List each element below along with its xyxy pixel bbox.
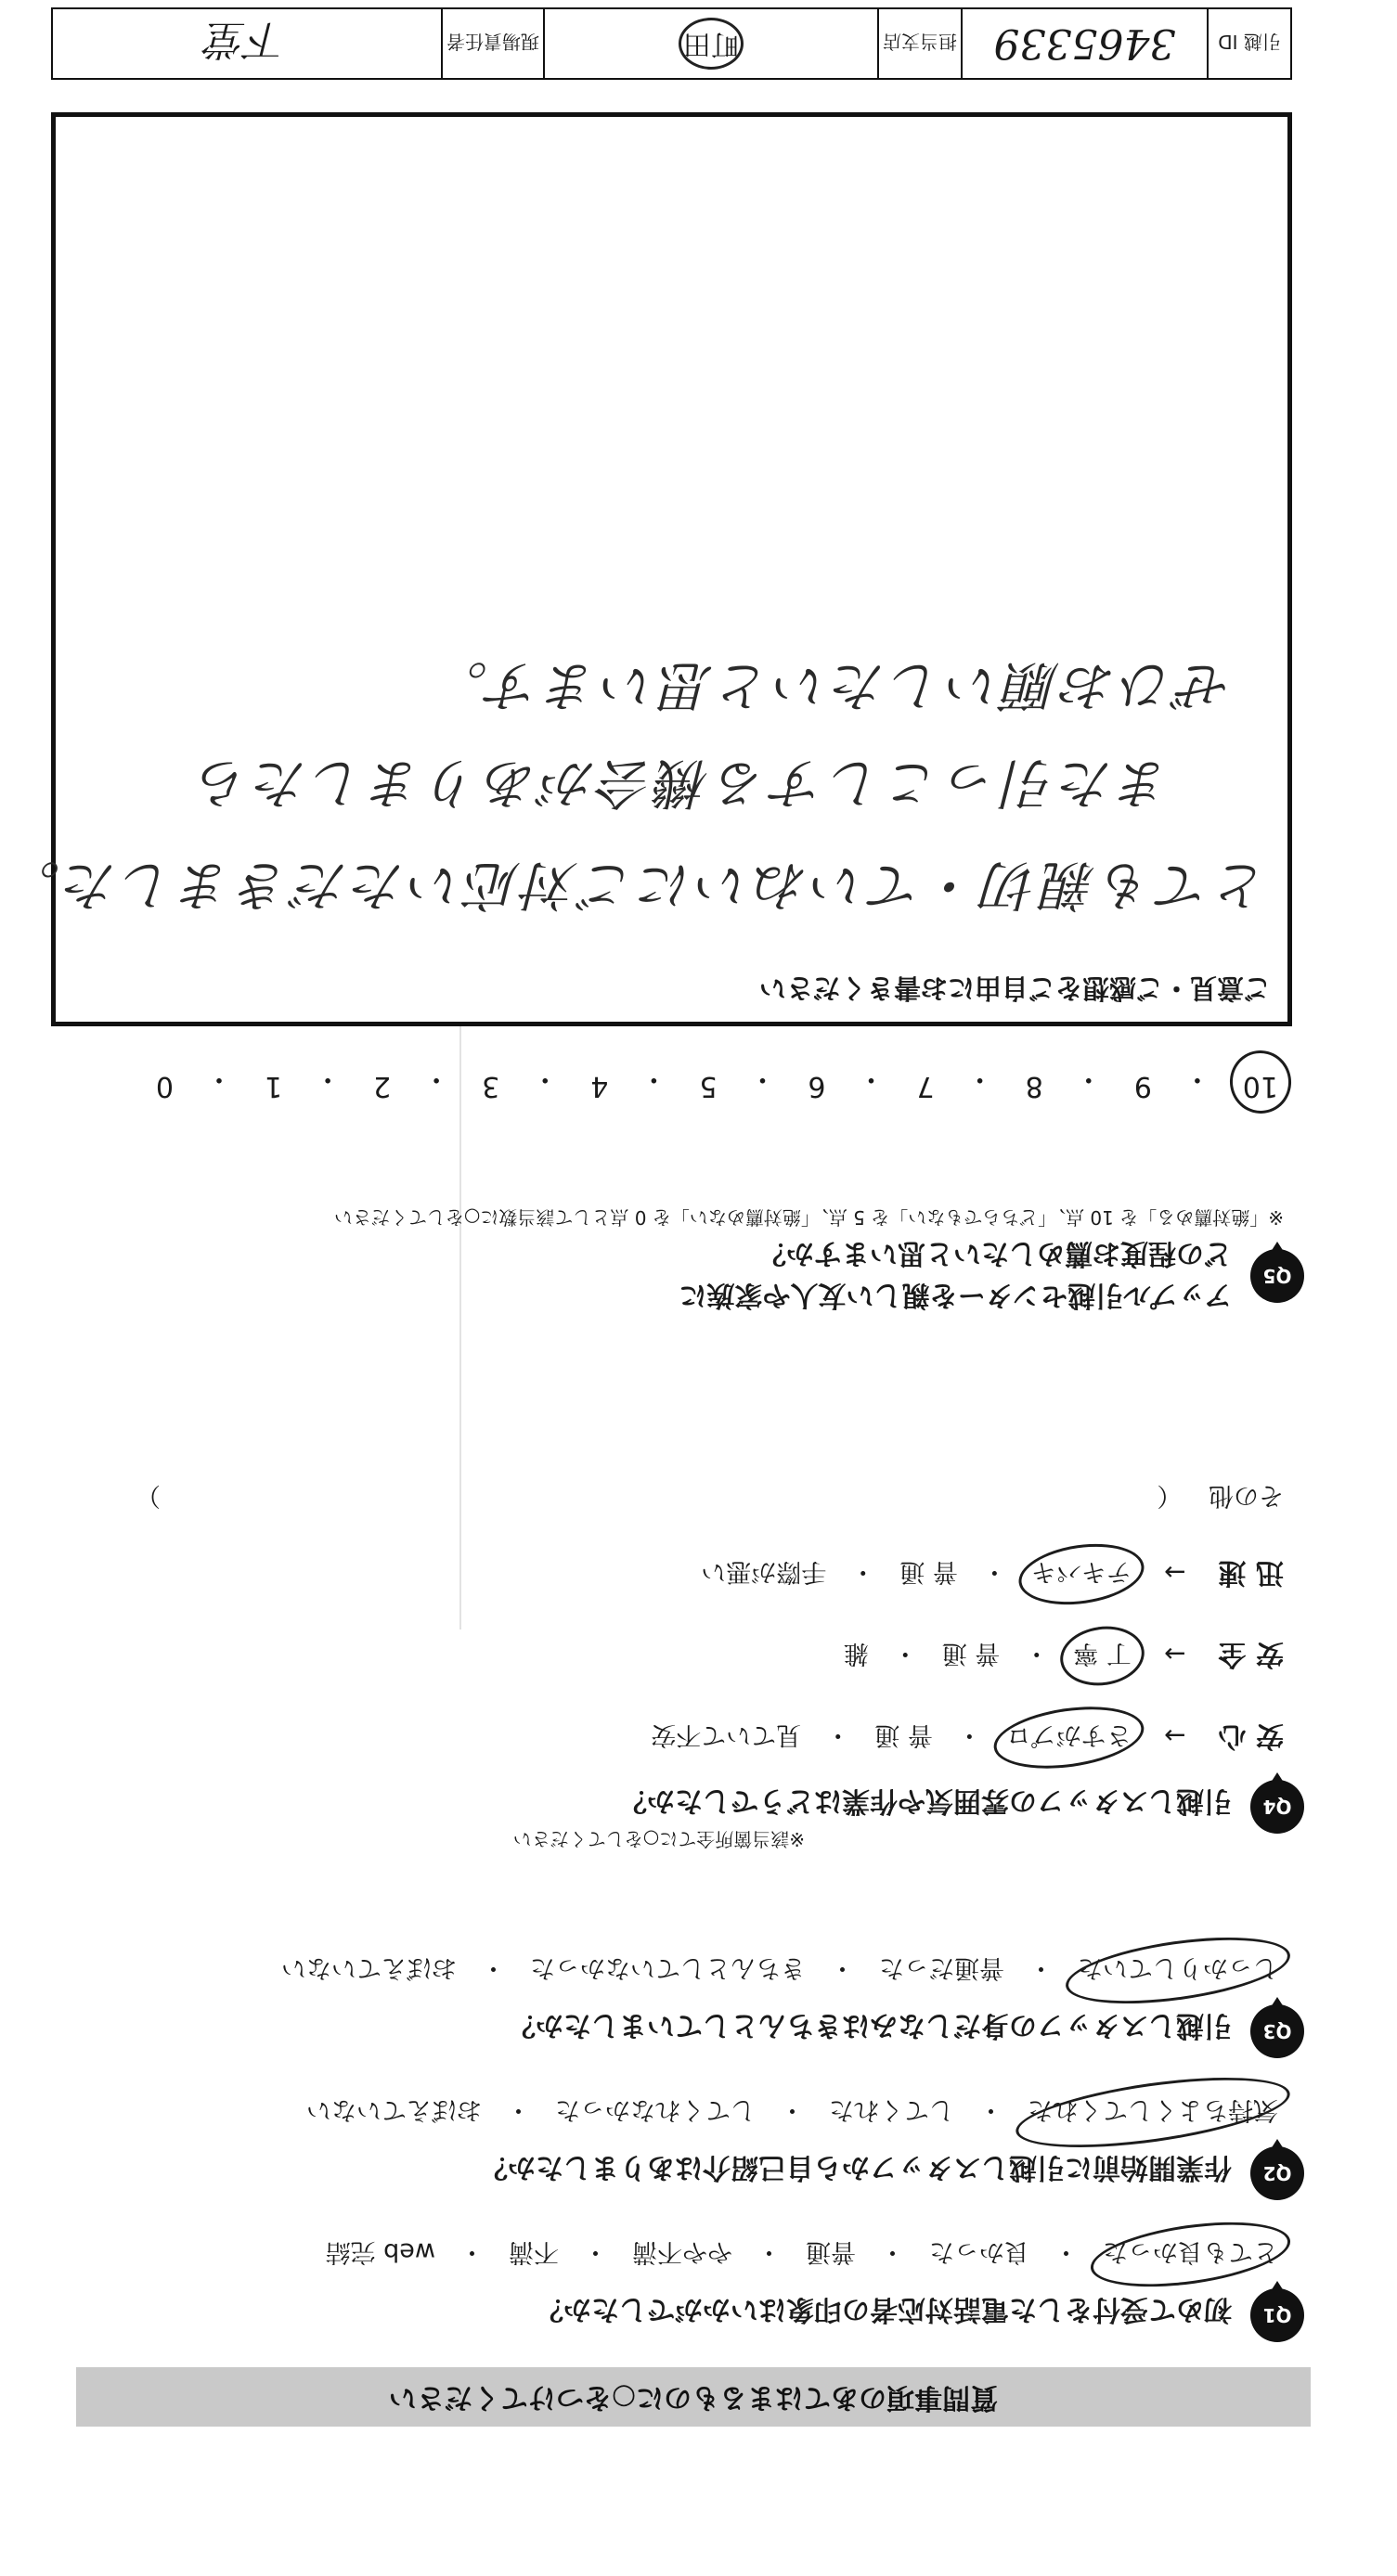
q5-score-6[interactable]: 6 — [808, 1070, 826, 1102]
q4-option-normal[interactable]: 普 通 — [874, 1720, 933, 1749]
q5-note: ※「絶対薦める」を 10 点、「どちらでもない」を 5 点、「絶対薦めない」を 0 点として該当数に○をしてください — [333, 1206, 1284, 1229]
q5-score-0[interactable]: 0 — [155, 1070, 174, 1102]
q4-row-label: 迅 速 — [1218, 1556, 1284, 1589]
handwritten-line-1: とても親切・ていねいにご対応いただきました。 — [2, 854, 1269, 917]
q1-option-very-good[interactable]: とても良かった — [1103, 2236, 1278, 2273]
q3-options: しっかりしていた ・ 普通だった ・ きちんとしていなかった ・ おぼえていない — [281, 1952, 1278, 1989]
comment-title: ご意見・ご感想をご自由にお書きください — [758, 972, 1271, 1004]
instruction-band — [76, 2367, 1311, 2427]
branch-label: 担当支店 — [877, 9, 961, 78]
q1-option-somewhat-dissatisfied[interactable]: やや不満 — [632, 2237, 732, 2266]
q5-score-4[interactable]: 4 — [590, 1070, 609, 1102]
q4-other-label: その他 — [1209, 1481, 1284, 1510]
q4-other-open: （ — [1157, 1481, 1183, 1510]
q5-score-10[interactable]: 10 — [1243, 1062, 1278, 1102]
q4-row-jinsoku: 迅 速 → テキパキ ・ 普 通 ・ 手際が悪い — [701, 1555, 1284, 1596]
q4-row-label: 安 心 — [1218, 1719, 1284, 1752]
q4-option-pro[interactable]: さすがプロ — [1006, 1719, 1132, 1756]
site-leader-value: 下堂 — [206, 16, 288, 63]
q4-option-normal[interactable]: 普 通 — [941, 1639, 1001, 1668]
q4-option-brisk[interactable]: テキパキ — [1031, 1556, 1132, 1592]
branch-seal: 町田 — [679, 18, 744, 70]
q1-option-web[interactable]: web 完結 — [325, 2237, 435, 2266]
q5-score-8[interactable]: 8 — [1025, 1070, 1043, 1102]
handwritten-line-3: ぜひお願いしたいと思います。 — [430, 654, 1232, 717]
q4-option-normal[interactable]: 普 通 — [899, 1557, 958, 1586]
q4-question: 引越しスタッフの雰囲気や作業はどうでしたか？ — [619, 1784, 1232, 1817]
q1-options: とても良かった ・ 良かった ・ 普通 ・ やや不満 ・ 不満 ・ web 完結 — [326, 2236, 1278, 2273]
q2-options: 気持ちよくしてくれた ・ してくれた ・ してくれなかった ・ おぼえていない — [306, 2094, 1278, 2131]
footer-table — [51, 7, 1292, 80]
q5-score-7[interactable]: 7 — [916, 1070, 935, 1102]
q4-other-row — [77, 1480, 1284, 1516]
q4-option-rough[interactable]: 雑 — [843, 1639, 869, 1668]
q1-option-dissatisfied[interactable]: 不満 — [509, 2237, 559, 2266]
arrow-right-icon: → — [1163, 1639, 1186, 1669]
q2-icon: Q2 — [1250, 2146, 1304, 2200]
q5-question-line2: どの程度お薦めしたいと思いますか？ — [758, 1237, 1232, 1269]
q2-question: 作業開始前に引越しスタッフから自己紹介はありましたか？ — [480, 2151, 1232, 2183]
q4-icon: Q4 — [1250, 1780, 1304, 1834]
handwritten-line-2: また引っこしする機会がありましたら — [192, 752, 1171, 815]
q5-score-3[interactable]: 3 — [482, 1070, 500, 1102]
q1-option-good[interactable]: 良かった — [929, 2237, 1029, 2266]
q2-option-did[interactable]: してくれた — [829, 2095, 954, 2124]
q2-option-pleasantly[interactable]: 気持ちよくしてくれた — [1028, 2094, 1278, 2131]
branch-value — [543, 9, 877, 78]
q4-option-clumsy[interactable]: 手際が悪い — [701, 1557, 827, 1586]
q5-score-9[interactable]: 9 — [1133, 1070, 1152, 1102]
arrow-right-icon: → — [1163, 1720, 1186, 1751]
q4-row-label: 安 全 — [1218, 1638, 1284, 1670]
q4-option-careful[interactable]: 丁 寧 — [1073, 1638, 1132, 1674]
fold-line — [459, 1026, 461, 1629]
comment-box[interactable] — [2, 112, 1292, 1026]
q3-option-dont-remember[interactable]: おぼえていない — [281, 1953, 457, 1982]
q5-scale: 10 ・ 9 ・ 8 ・ 7 ・ 6 ・ 5 ・ 4 ・ 3 ・ 2 ・ 1 ・ 0 — [155, 1063, 1278, 1102]
q4-option-anxious[interactable]: 見ていて不安 — [651, 1720, 802, 1749]
q2-option-did-not[interactable]: してくれなかった — [555, 2095, 756, 2124]
q4-row-anzen: 安 全 → 丁 寧 ・ 普 通 ・ 雑 — [844, 1637, 1284, 1678]
site-leader-label: 現場責任者 — [441, 9, 543, 78]
q3-icon: Q3 — [1250, 2004, 1304, 2058]
q5-score-2[interactable]: 2 — [373, 1070, 392, 1102]
q1-question: 初めて受付をした電話対応者の印象はいかがでしたか？ — [536, 2293, 1232, 2325]
q5-score-1[interactable]: 1 — [264, 1070, 283, 1102]
move-id-label: 引越 ID — [1207, 9, 1290, 78]
q5-question-line1: アップル引越センターを親しい友人や家族に — [679, 1279, 1232, 1311]
q3-option-neat[interactable]: しっかりしていた — [1078, 1952, 1278, 1989]
q4-row-anshin: 安 心 → さすがプロ ・ 普 通 ・ 見ていて不安 — [651, 1719, 1284, 1759]
q3-option-normal[interactable]: 普通だった — [879, 1953, 1004, 1982]
q2-option-dont-remember[interactable]: おぼえていない — [306, 2095, 482, 2124]
instruction-text: 質問事項のあてはまるものに○をつけてください — [388, 2381, 999, 2414]
q4-note: ※該当箇所全てに○をしてください — [512, 1828, 805, 1850]
arrow-right-icon: → — [1163, 1557, 1186, 1588]
q5-score-5[interactable]: 5 — [699, 1070, 718, 1102]
q1-icon: Q1 — [1250, 2288, 1304, 2342]
q1-option-normal[interactable]: 普通 — [806, 2237, 856, 2266]
move-id-value: 3465339 — [961, 9, 1207, 78]
q3-option-not-neat[interactable]: きちんとしていなかった — [530, 1953, 806, 1982]
q4-other-close: ） — [136, 1481, 161, 1510]
q3-question: 引越しスタッフの身だしなみはきちんとしていましたか？ — [508, 2009, 1232, 2041]
q5-icon: Q5 — [1250, 1249, 1304, 1303]
